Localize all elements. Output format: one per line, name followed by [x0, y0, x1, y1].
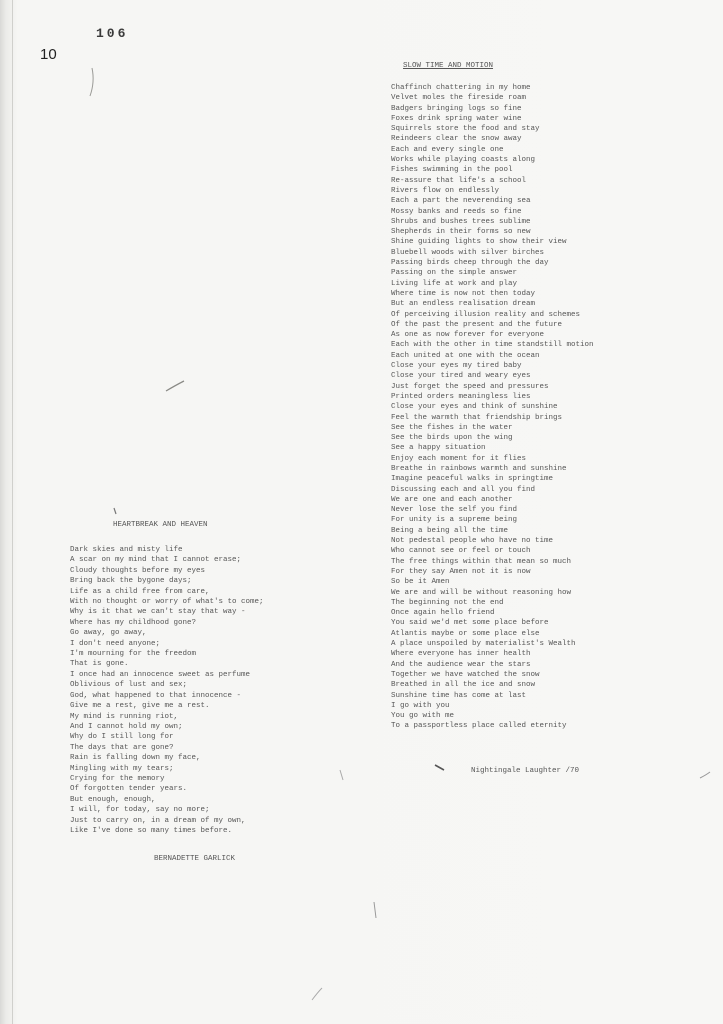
poem-line: Why is it that we can't stay that way -	[70, 608, 246, 617]
poem-title-slow-time-and-motion: SLOW TIME AND MOTION	[403, 62, 494, 70]
handwritten-page-mark: 10	[40, 46, 57, 63]
poem-line: Not pedestal people who have no time	[391, 537, 554, 546]
poem-title-heartbreak-and-heaven: HEARTBREAK AND HEAVEN	[113, 521, 208, 529]
poem-line: Shepherds in their forms so new	[391, 228, 531, 237]
poem-line: Why do I still long for	[70, 733, 174, 742]
poem-line: For unity is a supreme being	[391, 516, 518, 525]
poem-line: Close your tired and weary eyes	[391, 372, 531, 381]
poem-line: I will, for today, say no more;	[70, 806, 210, 815]
poem-body-slow-time-and-motion	[391, 83, 594, 732]
poem-line: As one as now forever for everyone	[391, 331, 545, 340]
poem-line: Together we have watched the snow	[391, 670, 540, 679]
poem-line: Crying for the memory	[70, 774, 165, 783]
poem-line: See a happy situation	[391, 444, 486, 453]
poem-line: So be it Amen	[391, 578, 450, 587]
poem-line: Who cannot see or feel or touch	[391, 547, 531, 556]
poem-line: Foxes drink spring water wine	[391, 114, 522, 123]
poem-line: That is gone.	[70, 660, 129, 669]
poem-line: I once had an innocence sweet as perfume	[70, 670, 251, 679]
poem-line: Reindeers clear the snow away	[391, 135, 522, 144]
poem-line: Being a being all the time	[391, 526, 509, 535]
ink-smudge	[166, 381, 184, 391]
poem-line: Go away, go away,	[70, 629, 147, 638]
poem-line: Close your eyes my tired baby	[391, 362, 522, 371]
page-number: 106	[96, 26, 129, 41]
poem-line: Passing on the simple answer	[391, 269, 518, 278]
poem-line: Cloudy thoughts before my eyes	[70, 566, 206, 575]
poem-line: Squirrels store the food and stay	[391, 125, 540, 134]
pencil-mark	[312, 988, 322, 1000]
poem-line: Where everyone has inner health	[391, 650, 531, 659]
poem-line: Where time is now not then today	[391, 289, 536, 298]
poem-line: Velvet moles the fireside roam	[391, 94, 527, 103]
poem-line: But an endless realisation dream	[391, 300, 536, 309]
poem-line: Just to carry on, in a dream of my own,	[70, 816, 246, 825]
poem-line: Badgers bringing logs so fine	[391, 104, 522, 113]
pencil-mark	[340, 770, 343, 780]
poem-line: Like I've done so many times before.	[70, 826, 233, 835]
poem-line: Discussing each and all you find	[391, 485, 536, 494]
poem-line: Rain is falling down my face,	[70, 754, 201, 763]
poem-line: Close your eyes and think of sunshine	[391, 403, 558, 412]
poem-line: For they say Amen not it is now	[391, 567, 531, 576]
poem-line: Re-assure that life's a school	[391, 176, 527, 185]
poem-line: Breathed in all the ice and snow	[391, 681, 536, 690]
poem-line: And I cannot hold my own;	[70, 722, 183, 731]
poem-line: Imagine peaceful walks in springtime	[391, 475, 554, 484]
poem-signature-nightingale-laughter: Nightingale Laughter /70	[471, 767, 580, 775]
poem-line: Once again hello friend	[391, 609, 495, 618]
poem-line: I go with you	[391, 701, 450, 710]
poem-line: Fishes swimming in the pool	[391, 166, 513, 175]
poem-line: Printed orders meaningless lies	[391, 392, 531, 401]
pencil-mark	[374, 902, 376, 918]
poem-line: A place unspoiled by materialist's Wealth	[391, 640, 576, 649]
poem-line: A scar on my mind that I cannot erase;	[70, 556, 242, 565]
poem-line: Oblivious of lust and sex;	[70, 681, 188, 690]
poem-line: Never lose the self you find	[391, 506, 518, 515]
poem-line: I don't need anyone;	[70, 639, 161, 648]
poem-body-heartbreak-and-heaven	[70, 545, 264, 836]
poem-line: Passing birds cheep through the day	[391, 259, 549, 268]
poem-line: Chaffinch chattering in my home	[391, 84, 531, 92]
poem-line: See the fishes in the water	[391, 423, 513, 432]
poem-line: Shrubs and bushes trees sublime	[391, 217, 531, 226]
pencil-mark	[700, 772, 710, 778]
poem-line: With no thought or worry of what's to come;	[70, 598, 264, 607]
poem-line: We are and will be without reasoning how	[391, 588, 572, 597]
page-edge	[12, 0, 13, 1024]
poem-line: Of perceiving illusion reality and schemes	[391, 310, 581, 319]
poem-line: Life as a child free from care,	[70, 587, 210, 596]
poem-line: But enough, enough,	[70, 795, 156, 804]
poem-line: See the birds upon the wing	[391, 434, 513, 443]
pencil-mark	[90, 68, 93, 96]
poem-line: The free things within that mean so much	[391, 557, 572, 566]
poem-line: The beginning not the end	[391, 598, 504, 607]
poem-line: You said we'd met some place before	[391, 619, 549, 628]
poem-line: You go with me	[391, 712, 455, 721]
poem-line: My mind is running riot,	[70, 712, 179, 721]
poem-line: God, what happened to that innocence -	[70, 691, 242, 700]
poem-line: Each with the other in time standstill motion	[391, 341, 594, 350]
poem-line: Bring back the bygone days;	[70, 577, 192, 586]
poem-line: Each and every single one	[391, 145, 504, 154]
poem-line: Atlantis maybe or some place else	[391, 629, 540, 638]
poem-line: Where has my childhood gone?	[70, 618, 197, 627]
poem-line: Of the past the present and the future	[391, 320, 563, 329]
poem-line: Just forget the speed and pressures	[391, 382, 549, 391]
poem-line: Works while playing coasts along	[391, 156, 536, 165]
poem-line: Give me a rest, give me a rest.	[70, 702, 210, 711]
poem-line: Dark skies and misty life	[70, 546, 183, 554]
poem-line: I'm mourning for the freedom	[70, 650, 197, 659]
poem-line: Shine guiding lights to show their view	[391, 238, 567, 247]
poem-line: Of forgotten tender years.	[70, 785, 188, 794]
poem-line: Breathe in rainbows warmth and sunshine	[391, 464, 567, 473]
poem-line: Rivers flow on endlessly	[391, 186, 500, 195]
poem-line: And the audience wear the stars	[391, 660, 531, 669]
poem-line: Enjoy each moment for it flies	[391, 454, 527, 463]
poem-line: To a passportless place called eternity	[391, 722, 567, 731]
poem-line: Mossy banks and reeds so fine	[391, 207, 522, 216]
poem-line: Mingling with my tears;	[70, 764, 174, 773]
ink-tick	[114, 508, 116, 514]
poem-line: Each united at one with the ocean	[391, 351, 540, 360]
poem-line: The days that are gone?	[70, 743, 174, 752]
poem-line: Each a part the neverending sea	[391, 197, 531, 206]
poem-line: Sunshine time has come at last	[391, 691, 527, 700]
poem-signature-bernadette-garlick: BERNADETTE GARLICK	[154, 855, 236, 863]
ink-dash	[435, 765, 444, 770]
poem-line: Living life at work and play	[391, 279, 518, 288]
poem-line: Bluebell woods with silver birches	[391, 248, 545, 257]
poem-line: We are one and each another	[391, 495, 513, 504]
poem-line: Feel the warmth that friendship brings	[391, 413, 563, 422]
